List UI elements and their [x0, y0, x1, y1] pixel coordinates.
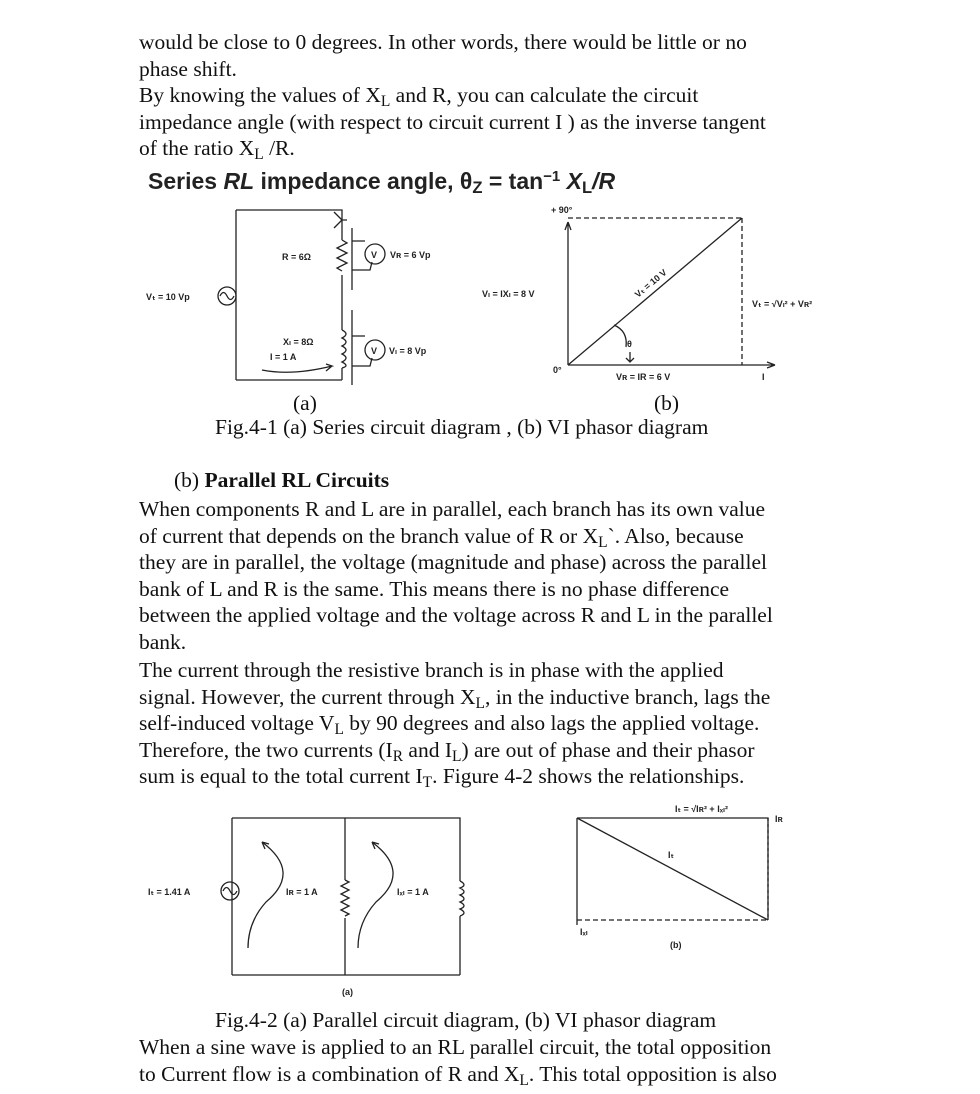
- formula-sup: −1: [543, 167, 561, 185]
- inductor-label: Xₗ = 8Ω: [283, 337, 314, 347]
- paragraph-total-opposition: [139, 1034, 833, 1087]
- series-circuit-diagram: [218, 210, 385, 385]
- angle-90-label: + 90°: [551, 205, 573, 215]
- text-line: by 90 degrees and also lags the applied voltage.: [343, 711, 760, 736]
- subscript: L: [451, 747, 462, 765]
- paragraph-parallel-intro: [139, 496, 833, 656]
- vt-label: Vₜ = 10 Vp: [146, 292, 190, 302]
- subscript: L: [254, 146, 264, 164]
- voltmeter-l-symbol: V: [371, 346, 378, 356]
- text-line: . Figure 4-2 shows the relationships.: [432, 764, 745, 789]
- phasor-it-label: Iₜ: [668, 850, 674, 860]
- vr-label: Vʀ = 6 Vp: [390, 250, 431, 260]
- text-line: phase shift.: [139, 56, 237, 81]
- ixl-label: Iₓₗ = 1 A: [397, 887, 429, 897]
- phasor-vt-formula: Vₜ = √Vₗ² + Vʀ²: [752, 299, 813, 309]
- phasor-it-formula: Iₜ = √Iʀ² + Iₓₗ²: [675, 804, 728, 814]
- paragraph-current-phase: [139, 657, 833, 790]
- voltmeter-r-symbol: V: [371, 250, 378, 260]
- phasor-i-label: I: [762, 372, 765, 382]
- text-line: of the ratio X: [139, 136, 255, 161]
- subscript: L: [380, 93, 391, 111]
- angle-0-label: 0°: [553, 365, 562, 375]
- formula-rl: RL: [223, 168, 255, 194]
- phasor-vt-label: Vₜ = 10 V: [632, 267, 669, 300]
- subscript: L: [334, 721, 344, 739]
- formula-tail: /R: [592, 168, 616, 194]
- phasor-ir-label: Iʀ: [775, 814, 783, 824]
- formula-middle: impedance angle, θ: [254, 168, 473, 194]
- text-line: to Current flow is a combination of R and X: [139, 1061, 520, 1086]
- resistor-label: R = 6Ω: [282, 252, 311, 262]
- text-line: When a sine wave is applied to an RL parallel circuit, the total opposition: [139, 1035, 772, 1059]
- parallel-phasor-diagram: [577, 818, 768, 925]
- it-label: Iₜ = 1.41 A: [148, 887, 191, 897]
- subscript: T: [422, 774, 433, 792]
- series-phasor-diagram: [565, 218, 775, 368]
- fig1-a-label: (a): [293, 391, 317, 415]
- fig2-a-label: (a): [342, 987, 353, 997]
- text-line: of current that depends on the branch value of R or X: [139, 523, 599, 548]
- text-line: When components R and L are in parallel, each branch has its own value: [139, 497, 766, 521]
- text-line: `. Also, because: [607, 523, 744, 548]
- formula-prefix: Series: [148, 168, 224, 194]
- heading-prefix: (b): [174, 468, 205, 492]
- formula-theta-sub: Z: [472, 178, 483, 198]
- vl-label: Vₗ = 8 Vp: [389, 346, 427, 356]
- fig1-caption: Fig.4-1 (a) Series circuit diagram , (b) VI phasor diagram: [215, 415, 709, 439]
- text-line: and R, you can calculate the circuit: [390, 83, 699, 108]
- formula-equals: = tan: [482, 168, 544, 194]
- text-line: self-induced voltage V: [139, 711, 335, 736]
- current-label: I = 1 A: [270, 352, 297, 362]
- subscript: L: [475, 694, 485, 712]
- heading-title: Parallel RL Circuits: [204, 468, 390, 492]
- phasor-theta: θ: [627, 339, 632, 349]
- formula-x: X: [560, 168, 582, 194]
- text-line: and I: [403, 737, 452, 762]
- text-line: bank of L and R is the same. This means there is no phase difference: [139, 576, 730, 601]
- phasor-ixl-label: Iₓₗ: [580, 927, 588, 937]
- phasor-vl-label: Vₗ = IXₗ = 8 V: [482, 289, 535, 299]
- text-line: By knowing the values of X: [139, 83, 381, 108]
- text-line: impedance angle (with respect to circuit current I ) as the inverse tangent: [139, 109, 766, 134]
- section-heading: [174, 468, 389, 493]
- text-line: Therefore, the two currents (I: [139, 737, 393, 762]
- ir-label: Iʀ = 1 A: [286, 887, 318, 897]
- text-line: /R.: [263, 136, 295, 161]
- text-line: between the applied voltage and the voltage across R and L in the parallel: [139, 603, 773, 628]
- text-line: The current through the resistive branch is in phase with the applied: [139, 658, 724, 682]
- phasor-vr-label: Vʀ = IR = 6 V: [616, 372, 671, 382]
- text-line: signal. However, the current through X: [139, 684, 476, 709]
- text-line: would be close to 0 degrees. In other words, there would be little or no: [139, 30, 747, 54]
- text-line: they are in parallel, the voltage (magnitude and phase) across the parallel: [139, 550, 768, 575]
- fig2-b-label: (b): [670, 940, 682, 950]
- text-line: sum is equal to the total current I: [139, 764, 423, 789]
- subscript: L: [598, 533, 608, 551]
- fig1-b-label: (b): [654, 391, 680, 415]
- subscript: L: [519, 1071, 529, 1089]
- formula-x-sub: L: [581, 178, 593, 198]
- fig2-caption: Fig.4-2 (a) Parallel circuit diagram, (b) VI phasor diagram: [215, 1008, 717, 1032]
- text-line: , in the inductive branch, lags the: [484, 684, 771, 709]
- text-line: ) are out of phase and their phasor: [461, 737, 755, 762]
- subscript: R: [392, 747, 404, 765]
- text-line: . This total opposition is also: [528, 1061, 777, 1086]
- text-line: bank.: [139, 629, 187, 654]
